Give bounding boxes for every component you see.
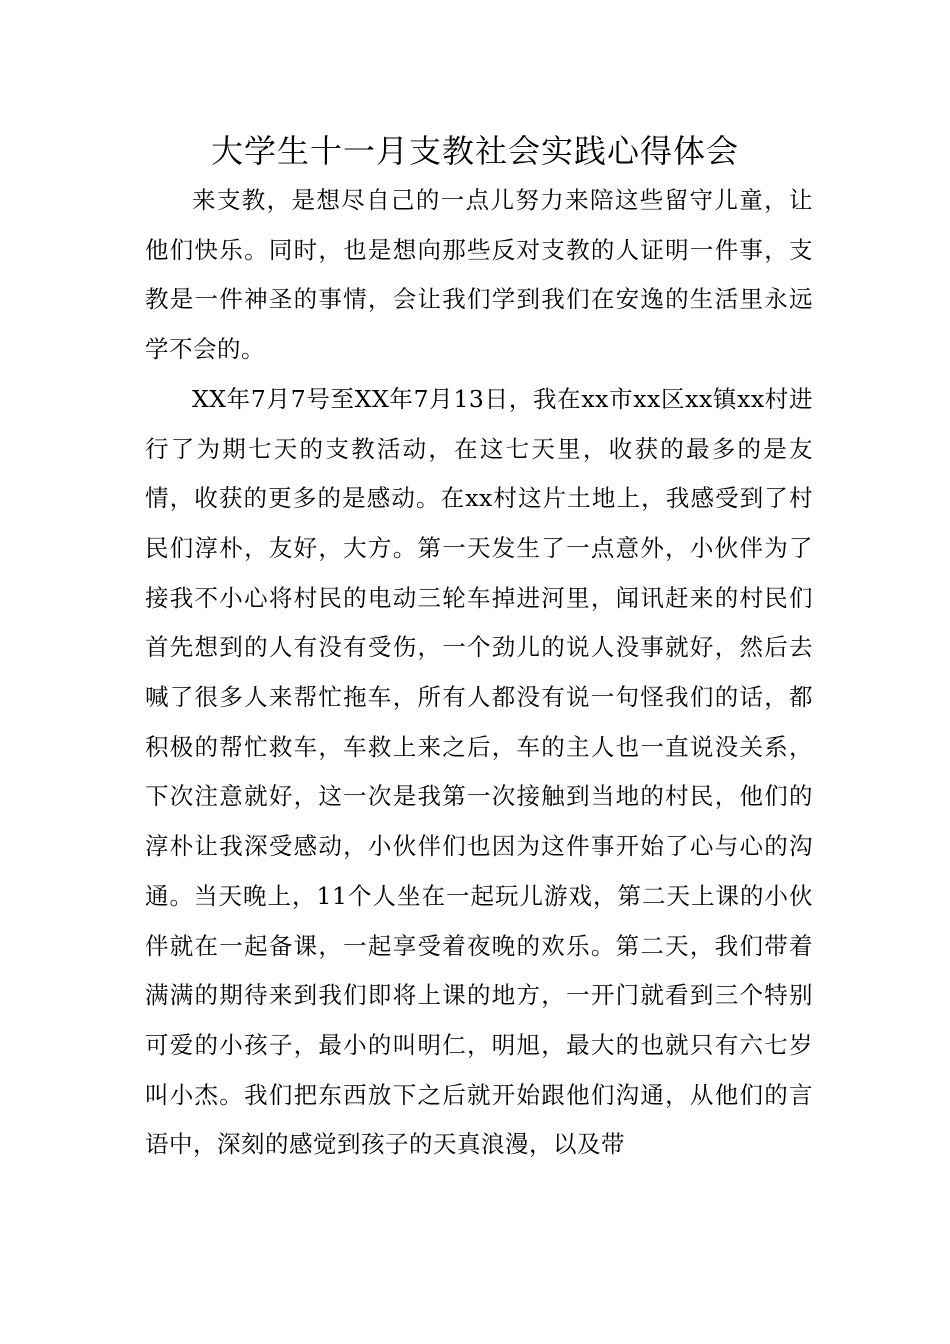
document-title: 大学生十一月支教社会实践心得体会 — [210, 132, 739, 170]
document-body — [145, 176, 813, 1170]
paragraph-main: XX年7月7号至XX年7月13日，我在xx市xx区xx镇xx村进行了为期七天的支教活动，在这七天里，收获的最多的是友情，收获的更多的是感动。在xx村这片土地上，我感受到了村民们淳朴，友好，大方。第一天发生了一点意外，小伙伴为了接我不小心将村民的电动三轮车掉进河里，闻讯赶来的村民们首先想到的人有没有受伤，一个劲儿的说人没事就好，然后去喊了很多人来帮忙拖车，所有人都没有说一句怪我们的话，都积极的帮忙救车，车救上来之后，车的主人也一直说没关系，下次注意就好，这一次是我第一次接触到当地的村民，他们的淳朴让我深受感动，小伙伴们也因为这件事开始了心与心的沟通。当天晚上，11个人坐在一起玩儿游戏，第二天上课的小伙伴就在一起备课，一起享受着夜晚的欢乐。第二天，我们带着满满的期待来到我们即将上课的地方，一开门就看到三个特别可爱的小孩子，最小的叫明仁，明旭，最大的也就只有六七岁叫小杰。我们把东西放下之后就开始跟他们沟通，从他们的言语中，深刻的感觉到孩子的天真浪漫，以及带 — [145, 384, 813, 1159]
paragraph-intro: 来支教，是想尽自己的一点儿努力来陪这些留守儿童，让他们快乐。同时，也是想向那些反对支教的人证明一件事，支教是一件神圣的事情，会让我们学到我们在安逸的生活里永远学不会的。 — [145, 186, 813, 364]
